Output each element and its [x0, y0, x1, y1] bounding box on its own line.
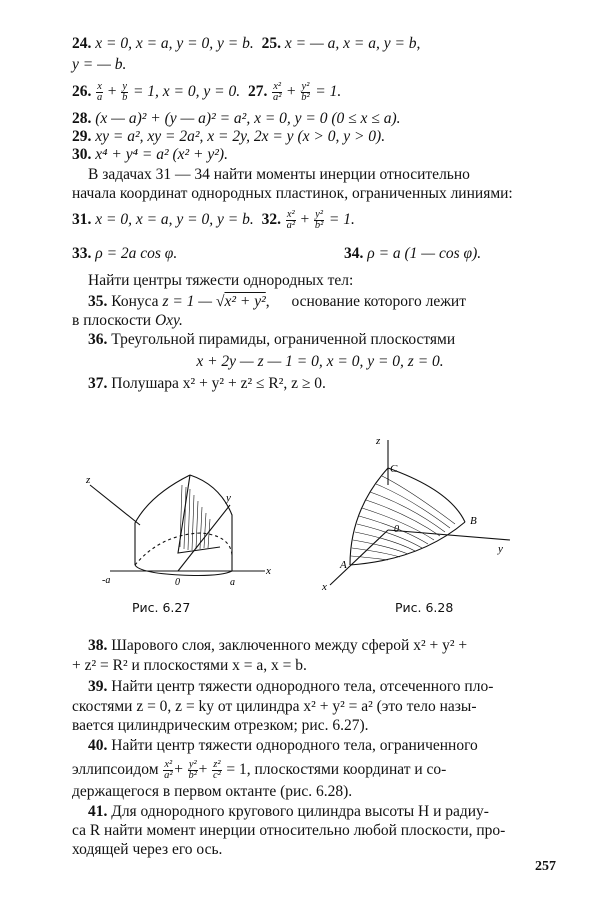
equation: y = — b.	[72, 56, 127, 73]
equation: = 1.	[328, 211, 355, 229]
problem-29	[72, 127, 568, 147]
problem-number: 25.	[261, 35, 281, 52]
problem-number: 34.	[344, 245, 364, 262]
problem-number: 39.	[88, 678, 108, 695]
problem-41: 41. Для однородного кругового цилиндра высоты H и радиу-	[88, 803, 489, 820]
intro-text: Найти центры тяжести однородных тел:	[88, 272, 354, 289]
problem-40: 40. Найти центр тяжести однородного тела, ограниченного	[88, 737, 478, 754]
figure-caption: Рис. 6.27	[132, 600, 191, 615]
fraction-x-a: $\frac{x}{a}$	[96, 81, 103, 103]
svg-text:-a: -a	[102, 575, 111, 586]
problem-36: 36. Треугольной пирамиды, ограниченной плоскостями	[88, 331, 456, 348]
fraction-z2-c2: $\frac{\text{z²}}{\text{c²}}$	[212, 759, 221, 781]
problem-31-32: 31. x = 0, x = a, y = 0, y = b. 32. $\frac{\text{x²}}{\text{a²}}$ + $\frac{\text{y²}}{\text{b²}}$ = 1.	[72, 209, 355, 231]
problem-40-cont: эллипсоидом $\frac{\text{x²}}{\text{a²}}$ + $\frac{\text{y²}}{\text{b²}}$ + $\frac{\text{z²}}{\text{c²}}$ = 1, плоскостями координат и со-	[72, 759, 447, 781]
fraction-y2-b2: $\frac{\text{y²}}{\text{b²}}$	[188, 759, 197, 781]
fraction-y2-b2: $\frac{\text{y²}}{\text{b²}}$	[301, 81, 310, 103]
page-number: 257	[535, 859, 556, 874]
problem-number: 28.	[72, 110, 92, 127]
problem-26-27: 26. $\frac{x}{a}$ + $\frac{y}{b}$ = 1, x = 0, y = 0. 27. $\frac{\text{x²}}{\text{a²}}$ + $\frac{\text{y²}}{\text{b²}}$ = 1.	[72, 81, 342, 103]
problem-number: 27.	[247, 83, 268, 101]
problem-28	[72, 109, 568, 129]
problem-40-cont: держащегося в первом октанте (рис. 6.28).	[72, 783, 353, 800]
intro-text: В задачах 31 — 34 найти моменты инерции относительно	[88, 166, 470, 183]
equation: x = 0, x = a, y = 0, y = b.	[95, 35, 254, 52]
problem-number: 26.	[72, 83, 92, 101]
problem-41-cont: са R найти момент инерции относительно любой плоскости, про-	[72, 822, 506, 839]
svg-text:C: C	[390, 463, 398, 475]
problem-39: 39. Найти центр тяжести однородного тела, отсеченного пло-	[88, 678, 494, 695]
problem-30	[72, 145, 568, 165]
svg-text:0: 0	[394, 524, 399, 535]
sqrt-expression: x² + y²	[224, 293, 266, 310]
problem-number: 37.	[88, 375, 108, 392]
figure-caption: Рис. 6.28	[395, 600, 454, 615]
figure-6-27	[80, 455, 280, 595]
problem-35-cont: в плоскости Oxy.	[72, 312, 183, 329]
problem-number: 36.	[88, 331, 108, 348]
svg-text:x: x	[266, 565, 271, 577]
svg-text:z: z	[86, 474, 91, 486]
equation: = 1.	[315, 83, 342, 101]
problem-39-cont: скостями z = 0, z = ky от цилиндра x² + y² = a² (это тело назы-	[72, 698, 477, 715]
problem-38: 38. Шарового слоя, заключенного между сферой x² + y² +	[88, 637, 468, 654]
intro-text: начала координат однородных пластинок, ограниченных линиями:	[72, 185, 513, 202]
svg-text:y: y	[498, 543, 503, 555]
problem-25-cont	[72, 55, 568, 75]
equation: ρ = 2a cos φ.	[95, 245, 178, 262]
problem-34	[344, 244, 564, 264]
svg-text:B: B	[470, 515, 477, 527]
equation: (x — a)² + (y — a)² = a², x = 0, y = 0 (0 ≤ x ≤ a).	[95, 110, 401, 127]
svg-text:z: z	[376, 435, 381, 447]
problem-number: 24.	[72, 35, 92, 52]
problem-number: 41.	[88, 803, 108, 820]
fraction-x2-a2: $\frac{\text{x²}}{\text{a²}}$	[164, 759, 173, 781]
svg-text:0: 0	[175, 577, 180, 588]
problem-number: 35.	[88, 293, 108, 310]
fraction-y2-b2: $\frac{\text{y²}}{\text{b²}}$	[314, 209, 324, 231]
problem-35: 35. Конуса z = 1 — √x² + y², основание которого лежит	[88, 293, 466, 310]
problem-37: 37. Полушара x² + y² + z² ≤ R², z ≥ 0.	[88, 375, 326, 392]
figure-6-28	[310, 430, 530, 595]
problem-number: 31.	[72, 211, 92, 229]
equation: xy = a², xy = 2a², x = 2y, 2x = y (x > 0, y > 0).	[95, 128, 386, 145]
problem-number: 33.	[72, 245, 92, 262]
fraction-x2-a2: $\frac{\text{x²}}{\text{a²}}$	[286, 209, 295, 231]
fraction-y-b: $\frac{y}{b}$	[122, 81, 128, 103]
equation: x = 0, x = a, y = 0, y = b.	[95, 211, 254, 229]
problem-38-cont: + z² = R² и плоскостями x = a, x = b.	[72, 657, 307, 674]
equation: ρ = a (1 — cos φ).	[367, 245, 482, 262]
equation: x + 2y — z — 1 = 0, x = 0, y = 0, z = 0.	[196, 353, 444, 370]
problem-24-25	[72, 34, 568, 54]
equation: = 1, x = 0, y = 0.	[132, 83, 241, 101]
equation: z = 1 —	[162, 293, 213, 310]
svg-text:A: A	[340, 559, 347, 571]
problem-number: 32.	[261, 211, 281, 229]
svg-text:a: a	[230, 577, 235, 588]
problem-39-cont: вается цилиндрическим отрезком; рис. 6.27).	[72, 717, 369, 734]
problem-41-cont: ходящей через его ось.	[72, 841, 223, 858]
problem-number: 30.	[72, 146, 92, 163]
problem-number: 40.	[88, 737, 108, 754]
svg-text:x: x	[322, 581, 327, 593]
problem-number: 38.	[88, 637, 108, 654]
equation: x⁴ + y⁴ = a² (x² + y²).	[95, 146, 228, 163]
problem-number: 29.	[72, 128, 92, 145]
problem-36-equation	[72, 352, 568, 372]
fraction-x2-a2: $\frac{\text{x²}}{\text{a²}}$	[272, 81, 282, 103]
svg-text:y: y	[226, 492, 231, 504]
equation: x = — a, x = a, y = b,	[284, 35, 421, 52]
